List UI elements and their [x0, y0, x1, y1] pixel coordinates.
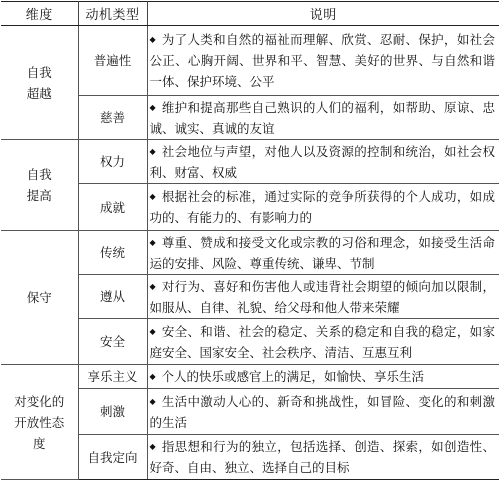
- bullet-icon: ◆: [149, 237, 156, 247]
- bullet-icon: ◆: [149, 442, 156, 451]
- table-header: [1, 2, 499, 26]
- motive-cell: 传统: [78, 231, 147, 275]
- dimension-cell: [1, 365, 78, 480]
- description-text: 个人的快乐或感官上的满足，如愉快、享乐生活: [161, 369, 425, 384]
- bullet-icon: ◆: [149, 192, 156, 201]
- motive-cell: 刺激: [78, 389, 147, 435]
- description-text: 根据社会的标准，通过实际的竞争所获得的个人成功，如成功的、有能力的、有影响力的: [149, 189, 495, 225]
- dimension-label: 自我提高: [26, 167, 52, 203]
- table-body: [1, 26, 499, 480]
- description-text: 维护和提高那些自己熟识的人们的福利，如帮助、原谅、忠诚、诚实、真诚的友谊: [149, 99, 495, 136]
- motive-cell: 普遍性: [78, 26, 147, 96]
- description-cell: [147, 140, 499, 184]
- description-text: 生活中激动人心的、新奇和挑战性，如冒险、变化的和刺激的生活: [149, 393, 495, 430]
- description-text: 为了人类和自然的福祉而理解、欣赏、忍耐、保护，如社会公正、心胸开阔、世界和平、智慧、美好的世界、与自然和谐一体、保护环境、公平: [149, 32, 495, 89]
- bullet-icon: ◆: [149, 372, 156, 381]
- bullet-icon: ◆: [149, 281, 156, 291]
- description-text: 对行为、喜好和伤害他人或违背社会期望的倾向加以限制，如服从、自律、礼貌、给父母和他人带来荣耀: [149, 278, 495, 315]
- table-row: [1, 365, 499, 389]
- bullet-icon: ◆: [149, 396, 156, 406]
- table-row: [1, 231, 499, 275]
- bullet-icon: ◆: [149, 35, 156, 44]
- dimension-cell: [1, 26, 78, 140]
- description-text: 尊重、赞成和接受文化或宗教的习俗和理念，如接受生活命运的安排、风险、尊重传统、谦卑、节制: [149, 234, 495, 271]
- header-description: 说明: [147, 2, 499, 26]
- header-motive: 动机类型: [78, 2, 147, 26]
- dimension-cell: 保守: [1, 231, 78, 365]
- description-cell: [147, 389, 499, 435]
- motive-cell: 自我定向: [78, 435, 147, 480]
- bullet-icon: ◆: [149, 146, 156, 156]
- motive-cell: 权力: [78, 140, 147, 184]
- dimension-label: 对变化的开放性态度: [14, 393, 65, 451]
- motive-cell: 安全: [78, 319, 147, 365]
- values-table: [1, 1, 499, 480]
- description-cell: [147, 365, 499, 389]
- description-cell: [147, 96, 499, 140]
- table-row: [1, 140, 499, 184]
- description-cell: [147, 435, 499, 480]
- motive-cell: 遵从: [78, 275, 147, 319]
- description-text: 安全、和谐、社会的稳定、关系的稳定和自我的稳定，如家庭安全、国家安全、社会秩序、清洁、互惠互利: [149, 323, 495, 360]
- description-cell: [147, 319, 499, 365]
- dimension-label: 自我超越: [26, 64, 52, 101]
- description-cell: [147, 231, 499, 275]
- motive-cell: 成就: [78, 184, 147, 231]
- description-cell: [147, 275, 499, 319]
- header-row: [1, 2, 499, 26]
- header-dimension: 维度: [1, 2, 78, 26]
- description-text: 社会地位与声望，对他人以及资源的控制和统治，如社会权利、财富、权威: [149, 143, 495, 180]
- description-cell: [147, 184, 499, 231]
- dimension-cell: [1, 140, 78, 231]
- bullet-icon: ◆: [149, 102, 156, 112]
- description-text: 指思想和行为的独立，包括选择、创造、探索，如创造性、好奇、自由、独立、选择自己的目标: [149, 439, 495, 475]
- description-cell: [147, 26, 499, 96]
- motive-cell: 享乐主义: [78, 365, 147, 389]
- table-row: [1, 26, 499, 96]
- motive-cell: 慈善: [78, 96, 147, 140]
- bullet-icon: ◆: [149, 326, 156, 336]
